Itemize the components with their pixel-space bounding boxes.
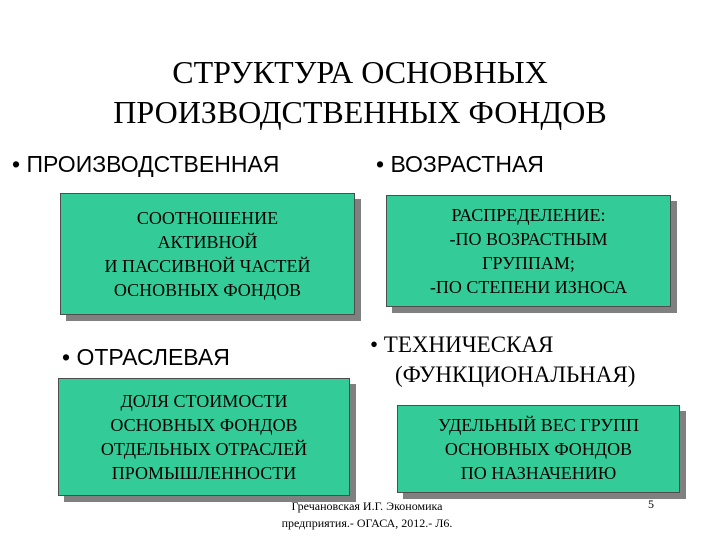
box-age-line-4: -ПО СТЕПЕНИ ИЗНОСА — [429, 277, 628, 297]
box-industry-line-3: ОТДЕЛЬНЫХ ОТРАСЛЕЙ — [100, 439, 308, 459]
box-production-line-1: СООТНОШЕНИЕ — [136, 208, 279, 228]
box-technical-line-2: ОСНОВНЫХ ФОНДОВ — [444, 439, 633, 459]
box-industry-line-1: ДОЛЯ СТОИМОСТИ — [120, 391, 288, 411]
box-production-line-2: АКТИВНОЙ — [157, 232, 258, 252]
box-age-line-1: РАСПРЕДЕЛЕНИЕ: — [451, 205, 606, 225]
bullet-technical-line-1: • ТЕХНИЧЕСКАЯ — [370, 332, 554, 357]
box-age — [386, 195, 671, 307]
box-age-line-2: -ПО ВОЗРАСТНЫМ — [449, 229, 608, 249]
footer-citation — [258, 498, 476, 532]
title-line-2: ПРОИЗВОДСТВЕННЫХ ФОНДОВ — [113, 94, 607, 130]
bullet-technical — [370, 330, 635, 390]
box-technical-line-3: ПО НАЗНАЧЕНИЮ — [460, 463, 617, 483]
box-technical-line-1: УДЕЛЬНЫЙ ВЕС ГРУПП — [438, 415, 639, 435]
bullet-age: • ВОЗРАСТНАЯ — [376, 151, 544, 177]
bullet-technical-line-2: (ФУНКЦИОНАЛЬНАЯ) — [395, 362, 636, 387]
box-industry — [58, 378, 350, 496]
page-title — [0, 52, 720, 132]
page-number: 5 — [648, 497, 654, 511]
box-age-line-3: ГРУППАМ; — [482, 253, 575, 273]
footer-line-2: предприятия.- ОГАСА, 2012.- Л6. — [281, 516, 453, 530]
box-production — [60, 193, 355, 315]
box-production-line-3: И ПАССИВНОЙ ЧАСТЕЙ — [104, 256, 311, 276]
box-industry-line-2: ОСНОВНЫХ ФОНДОВ — [110, 415, 298, 435]
box-industry-line-4: ПРОМЫШЛЕННОСТИ — [111, 463, 297, 483]
bullet-production: • ПРОИЗВОДСТВЕННАЯ — [12, 151, 280, 177]
title-line-1: СТРУКТУРА ОСНОВНЫХ — [172, 54, 548, 90]
footer-line-1: Гречановская И.Г. Экономика — [291, 499, 443, 513]
bullet-industry: • ОТРАСЛЕВАЯ — [62, 344, 230, 370]
box-production-line-4: ОСНОВНЫХ ФОНДОВ — [113, 280, 302, 300]
box-technical — [397, 405, 680, 493]
